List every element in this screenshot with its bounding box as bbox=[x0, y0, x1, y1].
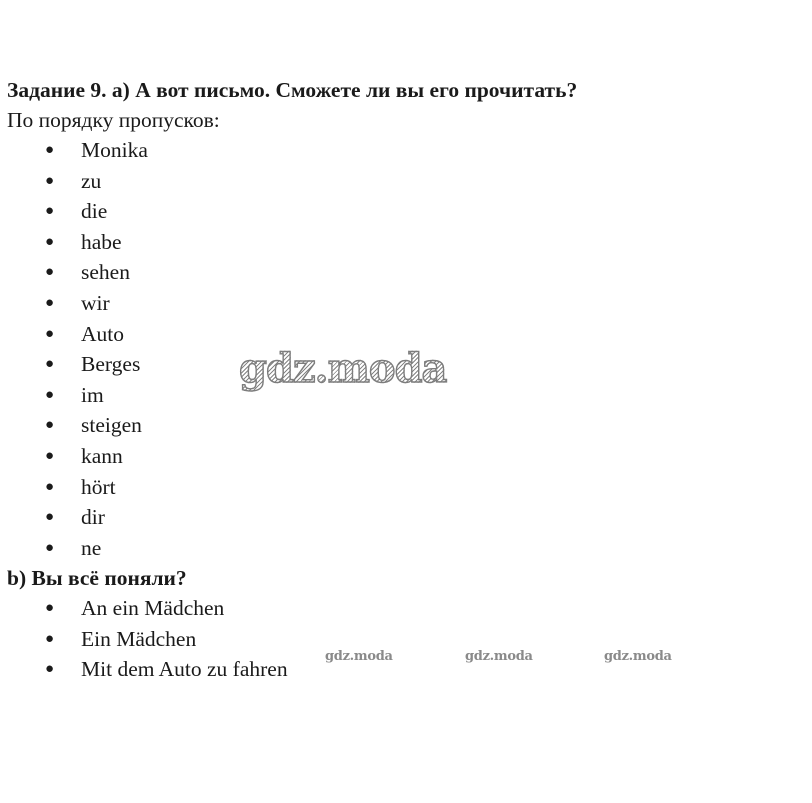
bullet-icon: ● bbox=[45, 386, 55, 403]
list-item bbox=[7, 288, 797, 319]
list-item bbox=[7, 593, 797, 624]
task-title: Задание 9. а) А вот письмо. Сможете ли вы его прочитать? bbox=[7, 78, 578, 102]
answer-text: zu bbox=[81, 168, 102, 193]
list-item bbox=[7, 319, 797, 350]
watermark-small: gdz.moda bbox=[465, 649, 533, 664]
list-item bbox=[7, 349, 797, 380]
bullet-icon: ● bbox=[45, 172, 55, 189]
document-body bbox=[7, 75, 797, 685]
answer-text: Mit dem Auto zu fahren bbox=[81, 657, 288, 682]
bullet-icon: ● bbox=[45, 294, 55, 311]
bullet-icon: ● bbox=[45, 233, 55, 250]
list-item bbox=[7, 227, 797, 258]
answer-text: steigen bbox=[81, 413, 142, 438]
answer-text: im bbox=[81, 382, 104, 407]
answer-text: die bbox=[81, 199, 108, 224]
bullet-icon: ● bbox=[45, 600, 55, 617]
answer-text: Auto bbox=[81, 321, 124, 346]
part-b-title: b) Вы всё поняли? bbox=[7, 566, 187, 591]
answer-text: hört bbox=[81, 474, 116, 499]
bullet-icon: ● bbox=[45, 264, 55, 281]
watermark-small: gdz.moda bbox=[604, 649, 672, 664]
answer-text: dir bbox=[81, 505, 105, 530]
bullet-icon: ● bbox=[45, 539, 55, 556]
answer-text: Ein Mädchen bbox=[81, 626, 197, 651]
answer-text: wir bbox=[81, 290, 110, 315]
bullet-icon: ● bbox=[45, 356, 55, 373]
answer-text: Monika bbox=[81, 138, 148, 162]
bullet-icon: ● bbox=[45, 509, 55, 526]
bullet-icon: ● bbox=[45, 325, 55, 342]
watermark-small: gdz.moda bbox=[325, 649, 393, 664]
part-a-answer-list bbox=[7, 135, 797, 563]
bullet-icon: ● bbox=[45, 142, 55, 158]
bullet-icon: ● bbox=[45, 478, 55, 495]
answer-text: sehen bbox=[81, 260, 130, 285]
list-item bbox=[7, 135, 797, 166]
answer-text: Berges bbox=[81, 352, 141, 377]
list-item bbox=[7, 533, 797, 564]
bullet-icon: ● bbox=[45, 447, 55, 464]
part-b-answer-list bbox=[7, 593, 797, 685]
list-item bbox=[7, 166, 797, 197]
list-item bbox=[7, 502, 797, 533]
list-item bbox=[7, 380, 797, 411]
list-item bbox=[7, 624, 797, 655]
list-item bbox=[7, 654, 797, 685]
bullet-icon: ● bbox=[45, 630, 55, 647]
bullet-icon: ● bbox=[45, 203, 55, 220]
list-item bbox=[7, 441, 797, 472]
answer-text: An ein Mädchen bbox=[81, 596, 225, 621]
list-item bbox=[7, 257, 797, 288]
part-a-subtitle: По порядку пропусков: bbox=[7, 108, 220, 132]
answer-text: ne bbox=[81, 535, 102, 560]
bullet-icon: ● bbox=[45, 417, 55, 434]
list-item bbox=[7, 410, 797, 441]
bullet-icon: ● bbox=[45, 661, 55, 678]
answer-text: kann bbox=[81, 443, 123, 468]
list-item bbox=[7, 196, 797, 227]
answer-text: habe bbox=[81, 229, 122, 254]
list-item bbox=[7, 472, 797, 503]
watermark-main: gdz.moda bbox=[239, 345, 447, 392]
